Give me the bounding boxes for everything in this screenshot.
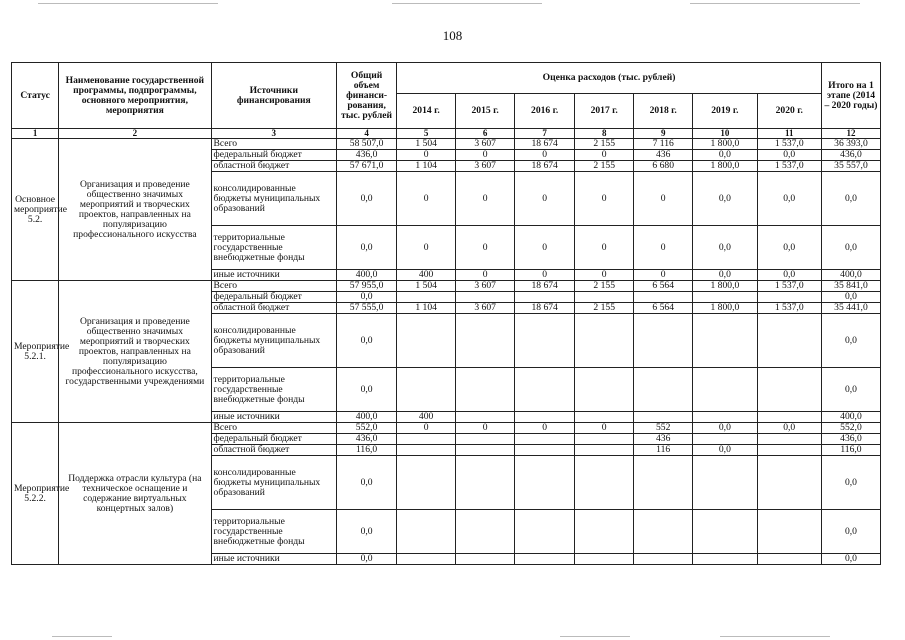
header-year: 2016 г. <box>515 94 575 129</box>
funding-source: федеральный бюджет <box>211 434 337 445</box>
stage-total-amount: 400,0 <box>821 412 880 423</box>
header-year: 2020 г. <box>757 94 821 129</box>
year-amount: 18 674 <box>515 281 575 292</box>
bottom-edge-line-right <box>720 636 830 637</box>
year-amount <box>456 412 515 423</box>
column-number: 12 <box>821 129 880 139</box>
stage-total-amount: 0,0 <box>821 292 880 303</box>
stage-total-amount: 35 441,0 <box>821 303 880 314</box>
year-amount <box>397 368 456 412</box>
year-amount <box>397 456 456 510</box>
total-amount: 57 555,0 <box>337 303 397 314</box>
year-amount <box>757 434 821 445</box>
year-amount: 18 674 <box>515 161 575 172</box>
year-amount: 0,0 <box>693 423 757 434</box>
total-amount: 58 507,0 <box>337 139 397 150</box>
year-amount <box>575 292 634 303</box>
funding-source: иные источники <box>211 554 337 565</box>
year-amount <box>575 412 634 423</box>
year-amount: 0,0 <box>757 226 821 270</box>
stage-total-amount: 436,0 <box>821 150 880 161</box>
year-amount: 0 <box>515 270 575 281</box>
year-amount <box>515 314 575 368</box>
group-name: Организация и проведение общественно значимых мероприятий и творческих проектов, направленных на популяризацию профессионального искусства <box>59 139 211 281</box>
table-row <box>12 139 881 150</box>
year-amount: 1 800,0 <box>693 139 757 150</box>
year-amount: 552 <box>634 423 693 434</box>
year-amount: 3 607 <box>456 161 515 172</box>
year-amount: 400 <box>397 412 456 423</box>
stage-total-amount: 35 557,0 <box>821 161 880 172</box>
stage-total-amount: 116,0 <box>821 445 880 456</box>
year-amount: 1 537,0 <box>757 303 821 314</box>
year-amount: 0 <box>456 172 515 226</box>
year-amount <box>693 314 757 368</box>
header-total: Общий объем финанси-рования, тыс. рублей <box>337 63 397 129</box>
total-amount: 0,0 <box>337 510 397 554</box>
total-amount: 400,0 <box>337 412 397 423</box>
year-amount: 0 <box>634 226 693 270</box>
year-amount: 1 800,0 <box>693 281 757 292</box>
year-amount <box>515 510 575 554</box>
budget-table <box>11 62 881 565</box>
year-amount <box>575 445 634 456</box>
column-number: 6 <box>456 129 515 139</box>
year-amount: 0 <box>456 226 515 270</box>
year-amount: 2 155 <box>575 161 634 172</box>
total-amount: 57 671,0 <box>337 161 397 172</box>
header-year: 2014 г. <box>397 94 456 129</box>
funding-source: консолидированные бюджеты муниципальных образований <box>211 314 337 368</box>
funding-source: территориальные государственные внебюджетные фонды <box>211 510 337 554</box>
year-amount: 0 <box>397 172 456 226</box>
bottom-edge-line-mid <box>560 636 630 637</box>
funding-source: областной бюджет <box>211 161 337 172</box>
year-amount: 0 <box>515 423 575 434</box>
top-edge-line-right <box>690 3 860 4</box>
total-amount: 0,0 <box>337 226 397 270</box>
year-amount <box>515 368 575 412</box>
year-amount <box>634 292 693 303</box>
header-row <box>12 63 881 94</box>
year-amount: 0 <box>515 172 575 226</box>
year-amount: 1 537,0 <box>757 139 821 150</box>
stage-total-amount: 0,0 <box>821 314 880 368</box>
year-amount: 0 <box>397 226 456 270</box>
year-amount: 1 104 <box>397 161 456 172</box>
total-amount: 436,0 <box>337 434 397 445</box>
year-amount <box>757 314 821 368</box>
stage-total-amount: 35 841,0 <box>821 281 880 292</box>
column-numbers-row <box>12 129 881 139</box>
year-amount: 1 537,0 <box>757 281 821 292</box>
header-stage-total: Итого на 1 этапе (2014 – 2020 годы) <box>821 63 880 129</box>
column-number: 10 <box>693 129 757 139</box>
year-amount: 0 <box>634 172 693 226</box>
year-amount: 2 155 <box>575 139 634 150</box>
year-amount: 0 <box>456 423 515 434</box>
total-amount: 0,0 <box>337 292 397 303</box>
year-amount <box>575 368 634 412</box>
stage-total-amount: 436,0 <box>821 434 880 445</box>
year-amount: 6 564 <box>634 303 693 314</box>
year-amount <box>575 456 634 510</box>
stage-total-amount: 0,0 <box>821 510 880 554</box>
table-row <box>12 423 881 434</box>
year-amount <box>456 510 515 554</box>
funding-source: иные источники <box>211 412 337 423</box>
page-number: 108 <box>442 28 463 43</box>
year-amount: 1 504 <box>397 139 456 150</box>
year-amount <box>397 510 456 554</box>
year-amount: 0 <box>397 423 456 434</box>
year-amount: 0,0 <box>757 270 821 281</box>
year-amount <box>397 445 456 456</box>
year-amount: 7 116 <box>634 139 693 150</box>
year-amount <box>575 510 634 554</box>
funding-source: Всего <box>211 281 337 292</box>
year-amount: 3 607 <box>456 139 515 150</box>
funding-source: федеральный бюджет <box>211 150 337 161</box>
header-year: 2018 г. <box>634 94 693 129</box>
budget-table-wrapper <box>11 62 881 565</box>
year-amount <box>515 434 575 445</box>
year-amount <box>456 368 515 412</box>
year-amount: 1 104 <box>397 303 456 314</box>
year-amount <box>456 292 515 303</box>
header-name: Наименование государственной программы, подпрограммы, основного мероприятия, мероприятия <box>59 63 211 129</box>
column-number: 7 <box>515 129 575 139</box>
header-year: 2019 г. <box>693 94 757 129</box>
funding-source: Всего <box>211 423 337 434</box>
year-amount: 0 <box>397 150 456 161</box>
stage-total-amount: 0,0 <box>821 456 880 510</box>
header-year: 2015 г. <box>456 94 515 129</box>
total-amount: 552,0 <box>337 423 397 434</box>
group-status: Мероприятие 5.2.1. <box>12 281 59 423</box>
year-amount <box>757 456 821 510</box>
year-amount: 6 564 <box>634 281 693 292</box>
year-amount: 0 <box>575 150 634 161</box>
year-amount: 0 <box>634 270 693 281</box>
year-amount: 1 800,0 <box>693 161 757 172</box>
year-amount <box>515 412 575 423</box>
total-amount: 57 955,0 <box>337 281 397 292</box>
column-number: 1 <box>12 129 59 139</box>
group-name: Организация и проведение общественно значимых мероприятий и творческих проектов, направленных на популяризацию профессионального искусства, государственными учреждениями <box>59 281 211 423</box>
year-amount: 0,0 <box>757 423 821 434</box>
year-amount <box>757 292 821 303</box>
column-number: 8 <box>575 129 634 139</box>
year-amount <box>757 445 821 456</box>
year-amount: 436 <box>634 434 693 445</box>
year-amount: 0,0 <box>693 150 757 161</box>
column-number: 5 <box>397 129 456 139</box>
year-amount <box>575 314 634 368</box>
year-amount <box>397 292 456 303</box>
year-amount <box>693 554 757 565</box>
total-amount: 0,0 <box>337 314 397 368</box>
year-amount <box>693 368 757 412</box>
year-amount: 0 <box>515 226 575 270</box>
year-amount <box>634 510 693 554</box>
year-amount: 18 674 <box>515 303 575 314</box>
year-amount: 6 680 <box>634 161 693 172</box>
group-status: Основное мероприятие 5.2. <box>12 139 59 281</box>
funding-source: территориальные государственные внебюджетные фонды <box>211 368 337 412</box>
stage-total-amount: 0,0 <box>821 172 880 226</box>
total-amount: 0,0 <box>337 456 397 510</box>
funding-source: консолидированные бюджеты муниципальных образований <box>211 456 337 510</box>
year-amount <box>634 456 693 510</box>
year-amount: 0 <box>575 172 634 226</box>
year-amount <box>515 292 575 303</box>
year-amount <box>397 314 456 368</box>
funding-source: территориальные государственные внебюджетные фонды <box>211 226 337 270</box>
year-amount: 1 504 <box>397 281 456 292</box>
year-amount: 2 155 <box>575 281 634 292</box>
year-amount <box>456 554 515 565</box>
total-amount: 436,0 <box>337 150 397 161</box>
year-amount: 0 <box>575 270 634 281</box>
year-amount: 0 <box>575 226 634 270</box>
table-body <box>12 139 881 565</box>
year-amount <box>757 554 821 565</box>
stage-total-amount: 0,0 <box>821 554 880 565</box>
top-edge-line-mid <box>392 3 542 4</box>
year-amount <box>456 314 515 368</box>
group-status: Мероприятие 5.2.2. <box>12 423 59 565</box>
year-amount: 0,0 <box>757 172 821 226</box>
year-amount <box>575 554 634 565</box>
year-amount: 0,0 <box>757 150 821 161</box>
year-amount <box>634 554 693 565</box>
year-amount <box>634 314 693 368</box>
stage-total-amount: 552,0 <box>821 423 880 434</box>
funding-source: областной бюджет <box>211 445 337 456</box>
stage-total-amount: 0,0 <box>821 226 880 270</box>
year-amount: 0,0 <box>693 172 757 226</box>
year-amount: 2 155 <box>575 303 634 314</box>
year-amount <box>757 368 821 412</box>
funding-source: иные источники <box>211 270 337 281</box>
year-amount <box>456 456 515 510</box>
year-amount: 0,0 <box>693 226 757 270</box>
year-amount: 3 607 <box>456 281 515 292</box>
column-number: 11 <box>757 129 821 139</box>
header-status: Статус <box>12 63 59 129</box>
total-amount: 116,0 <box>337 445 397 456</box>
year-amount <box>456 445 515 456</box>
total-amount: 0,0 <box>337 368 397 412</box>
total-amount: 400,0 <box>337 270 397 281</box>
stage-total-amount: 400,0 <box>821 270 880 281</box>
header-year: 2017 г. <box>575 94 634 129</box>
year-amount: 18 674 <box>515 139 575 150</box>
year-amount <box>693 434 757 445</box>
header-assessment: Оценка расходов (тыс. рублей) <box>397 63 822 94</box>
year-amount: 0,0 <box>693 270 757 281</box>
top-edge-line-left <box>38 3 218 4</box>
column-number: 4 <box>337 129 397 139</box>
year-amount <box>634 368 693 412</box>
year-amount: 0 <box>456 270 515 281</box>
funding-source: федеральный бюджет <box>211 292 337 303</box>
table-row <box>12 281 881 292</box>
column-number: 9 <box>634 129 693 139</box>
column-number: 3 <box>211 129 337 139</box>
bottom-edge-line-left <box>52 636 112 637</box>
year-amount <box>757 412 821 423</box>
year-amount <box>693 510 757 554</box>
year-amount <box>515 445 575 456</box>
funding-source: консолидированные бюджеты муниципальных образований <box>211 172 337 226</box>
year-amount: 436 <box>634 150 693 161</box>
year-amount <box>397 434 456 445</box>
year-amount <box>693 412 757 423</box>
year-amount: 1 537,0 <box>757 161 821 172</box>
year-amount <box>515 456 575 510</box>
column-number: 2 <box>59 129 211 139</box>
stage-total-amount: 36 393,0 <box>821 139 880 150</box>
year-amount: 1 800,0 <box>693 303 757 314</box>
year-amount: 0 <box>575 423 634 434</box>
year-amount <box>515 554 575 565</box>
year-amount: 116 <box>634 445 693 456</box>
funding-source: областной бюджет <box>211 303 337 314</box>
year-amount <box>575 434 634 445</box>
year-amount <box>456 434 515 445</box>
stage-total-amount: 0,0 <box>821 368 880 412</box>
year-amount <box>693 292 757 303</box>
year-amount: 400 <box>397 270 456 281</box>
year-amount <box>757 510 821 554</box>
year-amount: 0 <box>515 150 575 161</box>
total-amount: 0,0 <box>337 172 397 226</box>
year-amount <box>693 456 757 510</box>
header-sources: Источники финансирования <box>211 63 337 129</box>
year-amount: 0,0 <box>693 445 757 456</box>
year-amount <box>397 554 456 565</box>
year-amount: 3 607 <box>456 303 515 314</box>
year-amount <box>634 412 693 423</box>
group-name: Поддержка отрасли культура (на техническое оснащение и содержание виртуальных концертных залов) <box>59 423 211 565</box>
funding-source: Всего <box>211 139 337 150</box>
year-amount: 0 <box>456 150 515 161</box>
total-amount: 0,0 <box>337 554 397 565</box>
